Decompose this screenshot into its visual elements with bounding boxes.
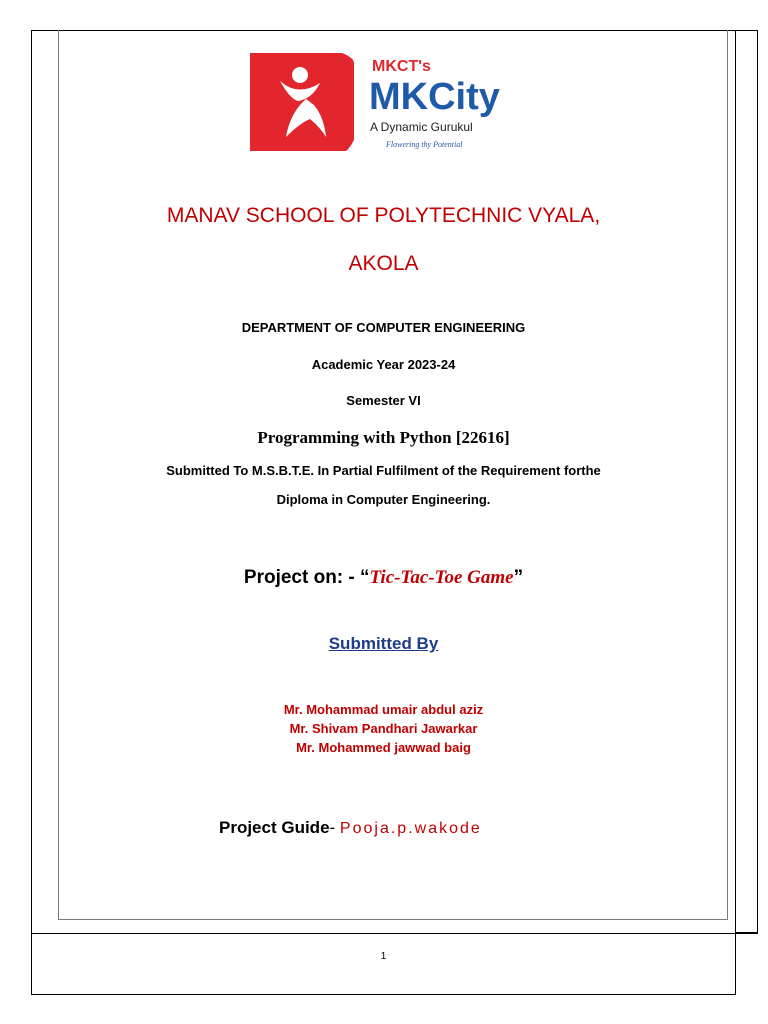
project-guide-name: Pooja.p.wakode [339,820,482,837]
logo-tagline: A Dynamic Gurukul [370,120,473,134]
member-2: Mr. Shivam Pandhari Jawarkar [289,721,478,736]
project-title: Tic-Tac-Toe Game [369,567,514,588]
submitted-by-block [31,634,736,654]
submission-line-2: Diploma in Computer Engineering. [276,492,491,507]
logo-brand-name: MKCity [369,76,500,118]
side-border [736,30,758,933]
project-suffix: ” [513,567,524,588]
project-guide-label: Project Guide [219,818,330,837]
submitted-by-heading: Submitted By [328,634,439,653]
mkcity-logo [250,53,512,151]
logo-subtagline: Flowering thy Potential [386,140,463,149]
logo-brand-top: MKCT's [372,58,431,75]
submission-line-1: Submitted To M.S.B.T.E. In Partial Fulfilment of the Requirement forthe [166,463,601,478]
member-3: Mr. Mohammed jawwad baig [296,740,471,755]
member-1: Mr. Mohammad umair abdul aziz [283,702,484,717]
page-number: 1 [380,951,387,962]
semester: Semester VI [346,393,421,408]
institute-name: MANAV SCHOOL OF POLYTECHNIC VYALA, [166,204,601,227]
project-guide-separator: - [329,818,340,837]
project-guide [219,818,482,838]
project-heading [31,567,736,589]
institute-city: AKOLA [348,252,419,275]
department: DEPARTMENT OF COMPUTER ENGINEERING [241,320,526,335]
project-prefix: Project on: - “ [243,567,370,588]
course-title: Programming with Python [22616] [257,428,510,447]
footer-divider [31,933,758,934]
academic-year: Academic Year 2023-24 [311,357,456,372]
